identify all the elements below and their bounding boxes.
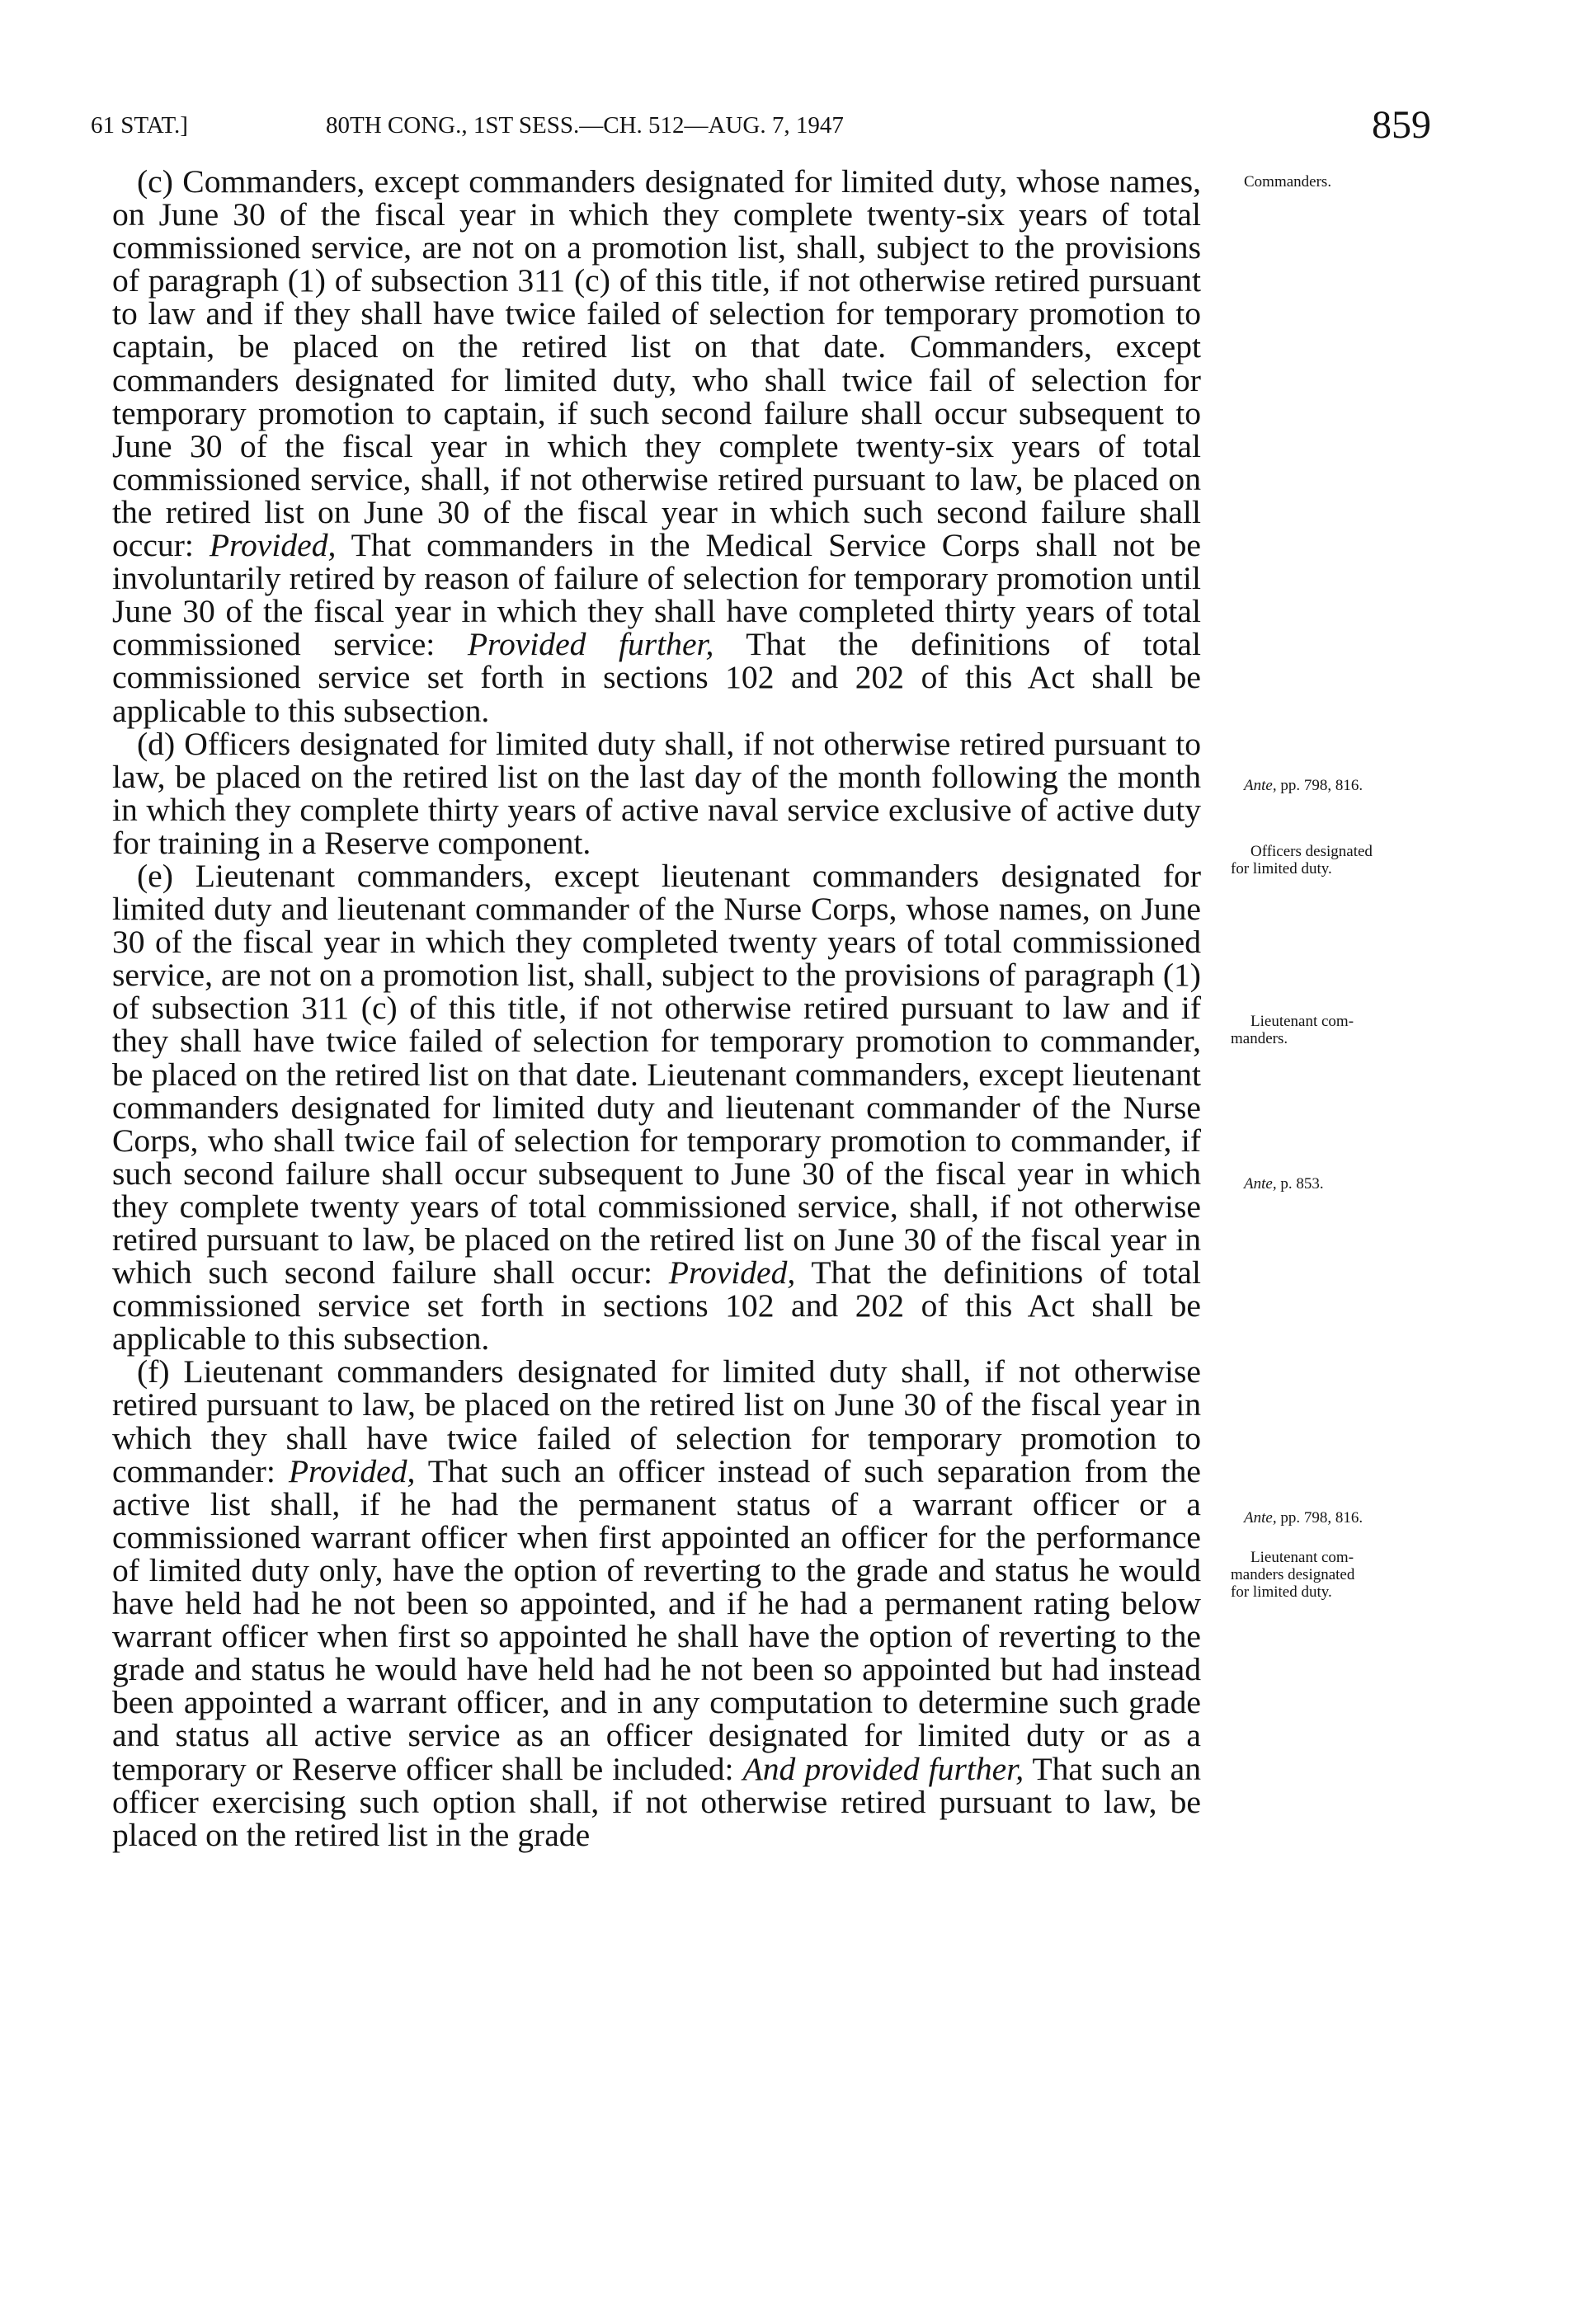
paragraph-d — [112, 727, 1201, 859]
margin-note-lt-cmdrs-line-2: manders. — [1231, 1030, 1288, 1047]
margin-note-officers-line-1: Officers designated — [1250, 843, 1373, 860]
header-volume: 61 STAT.] — [91, 112, 188, 139]
margin-note-ante-1-label: Ante, — [1244, 777, 1277, 794]
margin-note-ante-1-pages: pp. 798, 816. — [1276, 777, 1363, 794]
paragraph-e — [112, 859, 1201, 1355]
paragraph-e-text-2: That the definitions of total commissioned service set forth in sections 102 and 202 of this Act shall be applicable to this subsection. — [112, 1254, 1201, 1357]
paragraph-c-proviso-1: Provided, — [209, 527, 337, 564]
margin-note-ante-2-label: Ante, — [1244, 1175, 1277, 1193]
margin-note-officers-line-2: for limited duty. — [1231, 860, 1332, 877]
paragraph-f-proviso-1: Provided, — [288, 1452, 416, 1489]
margin-note-ante-2 — [1244, 1175, 1324, 1193]
paragraph-f-text-1: (f) Lieutenant commanders designated for limited duty shall, if not otherwise retired pursuant to law, be placed on the retired list on June 30 of the fiscal year in which they shall have twice failed of selection for temporary promotion to commander: — [112, 1353, 1201, 1489]
margin-note-commanders — [1244, 173, 1331, 191]
paragraph-f-proviso-2: And provided further, — [742, 1750, 1024, 1787]
margin-note-ante-3-pages: pp. 798, 816. — [1276, 1509, 1363, 1527]
margin-note-ante-1 — [1244, 777, 1363, 794]
margin-note-ante-3-label: Ante, — [1244, 1509, 1277, 1527]
paragraph-f-text-3: That such an officer exercising such option shall, if not otherwise retired pursuant to law, be placed on the retired list in the grade — [112, 1750, 1202, 1853]
paragraph-c-text-1: (c) Commanders, except commanders designated for limited duty, whose names, on June 30 of the fiscal year in which they complete twenty-six years of total commissioned service, are not on a promotion list, shall, subject to the provisions of paragraph (1) of subsection 311 (c) of this title, if not otherwise retired pursuant to law and if they shall have twice failed of selection for temporary promotion to captain, be placed on the retired list on that date. Commanders, except commanders designated for limited duty, who shall twice fail of selection for temporary promotion to captain, if such second failure shall occur subsequent to June 30 of the fiscal year in which they complete twenty-six years of total commissioned service, shall, if not otherwise retired pursuant to law, be placed on the retired list on June 30 of the fiscal year in which such second failure shall occur: — [112, 163, 1201, 564]
paragraph-d-text-1: (d) Officers designated for limited duty shall, if not otherwise retired pursuant to law, be placed on the retired list on the last day of the month following the month in which they complete thirty years of active naval service exclusive of active duty for training in a Reserve component. — [112, 725, 1201, 861]
margin-note-commanders-text: Commanders. — [1244, 173, 1332, 191]
margin-note-ante-2-pages: p. 853. — [1276, 1175, 1324, 1193]
margin-note-lt-cmdrs-ltd-line-2: manders designated — [1231, 1566, 1355, 1583]
paragraph-c-text-2: That commanders in the Medical Service Corps shall not be involuntarily retired by reason of failure of selection for temporary promotion until June 30 of the fiscal year in which they shall have completed thirty years of total commissioned service: — [112, 527, 1201, 663]
margin-note-lieutenant-commanders-limited-duty — [1231, 1549, 1354, 1601]
margin-note-ante-3 — [1244, 1509, 1363, 1527]
paragraph-e-proviso-1: Provided, — [668, 1254, 796, 1291]
margin-note-lt-cmdrs-ltd-line-3: for limited duty. — [1231, 1583, 1332, 1601]
margin-note-officers-limited-duty — [1231, 843, 1373, 877]
margin-note-lt-cmdrs-ltd-line-1: Lieutenant com- — [1250, 1549, 1354, 1566]
header-session: 80TH CONG., 1ST SESS.—CH. 512—AUG. 7, 1947 — [326, 112, 844, 139]
paragraph-c-proviso-2: Provided further, — [467, 626, 714, 663]
paragraph-c-text-3: That the definitions of total commissioned service set forth in sections 102 and 202 of this Act shall be applicable to this subsection. — [112, 626, 1201, 729]
margin-note-lieutenant-commanders — [1231, 1013, 1354, 1047]
paragraph-f — [112, 1355, 1201, 1851]
paragraph-f-text-2: That such an officer instead of such separation from the active list shall, if he had the permanent status of a warrant officer or a commissioned warrant officer when first appointed an officer for the performance of limited duty only, have the option of reverting to the grade and status he would have held had he not been so appointed, and if he had a permanent rating below warrant officer when first so appointed he shall have the option of reverting to the grade and status he would have held had he not been so appointed but had instead been appointed a warrant officer, and in any computation to determine such grade and status all active service as an officer designated for limited duty or as a temporary or Reserve officer shall be included: — [112, 1452, 1201, 1787]
statute-body — [112, 165, 1201, 1851]
margin-note-lt-cmdrs-line-1: Lieutenant com- — [1250, 1013, 1354, 1030]
paragraph-c — [112, 165, 1201, 727]
paragraph-e-text-1: (e) Lieutenant commanders, except lieutenant commanders designated for limited duty and lieutenant commander of the Nurse Corps, whose names, on June 30 of the fiscal year in which they completed twenty years of total commissioned service, are not on a promotion list, shall, subject to the provisions of paragraph (1) of subsection 311 (c) of this title, if not otherwise retired pursuant to law and if they shall have twice failed of selection for temporary promotion to commander, be placed on the retired list on that date. Lieutenant commanders, except lieutenant commanders designated for limited duty and lieutenant commander of the Nurse Corps, who shall twice fail of selection for temporary promotion to commander, if such second failure shall occur subsequent to June 30 of the fiscal year in which they complete twenty years of total commissioned service, shall, if not otherwise retired pursuant to law, be placed on the retired list on June 30 of the fiscal year in which such second failure shall occur: — [112, 857, 1201, 1291]
page-number: 859 — [1372, 103, 1431, 147]
